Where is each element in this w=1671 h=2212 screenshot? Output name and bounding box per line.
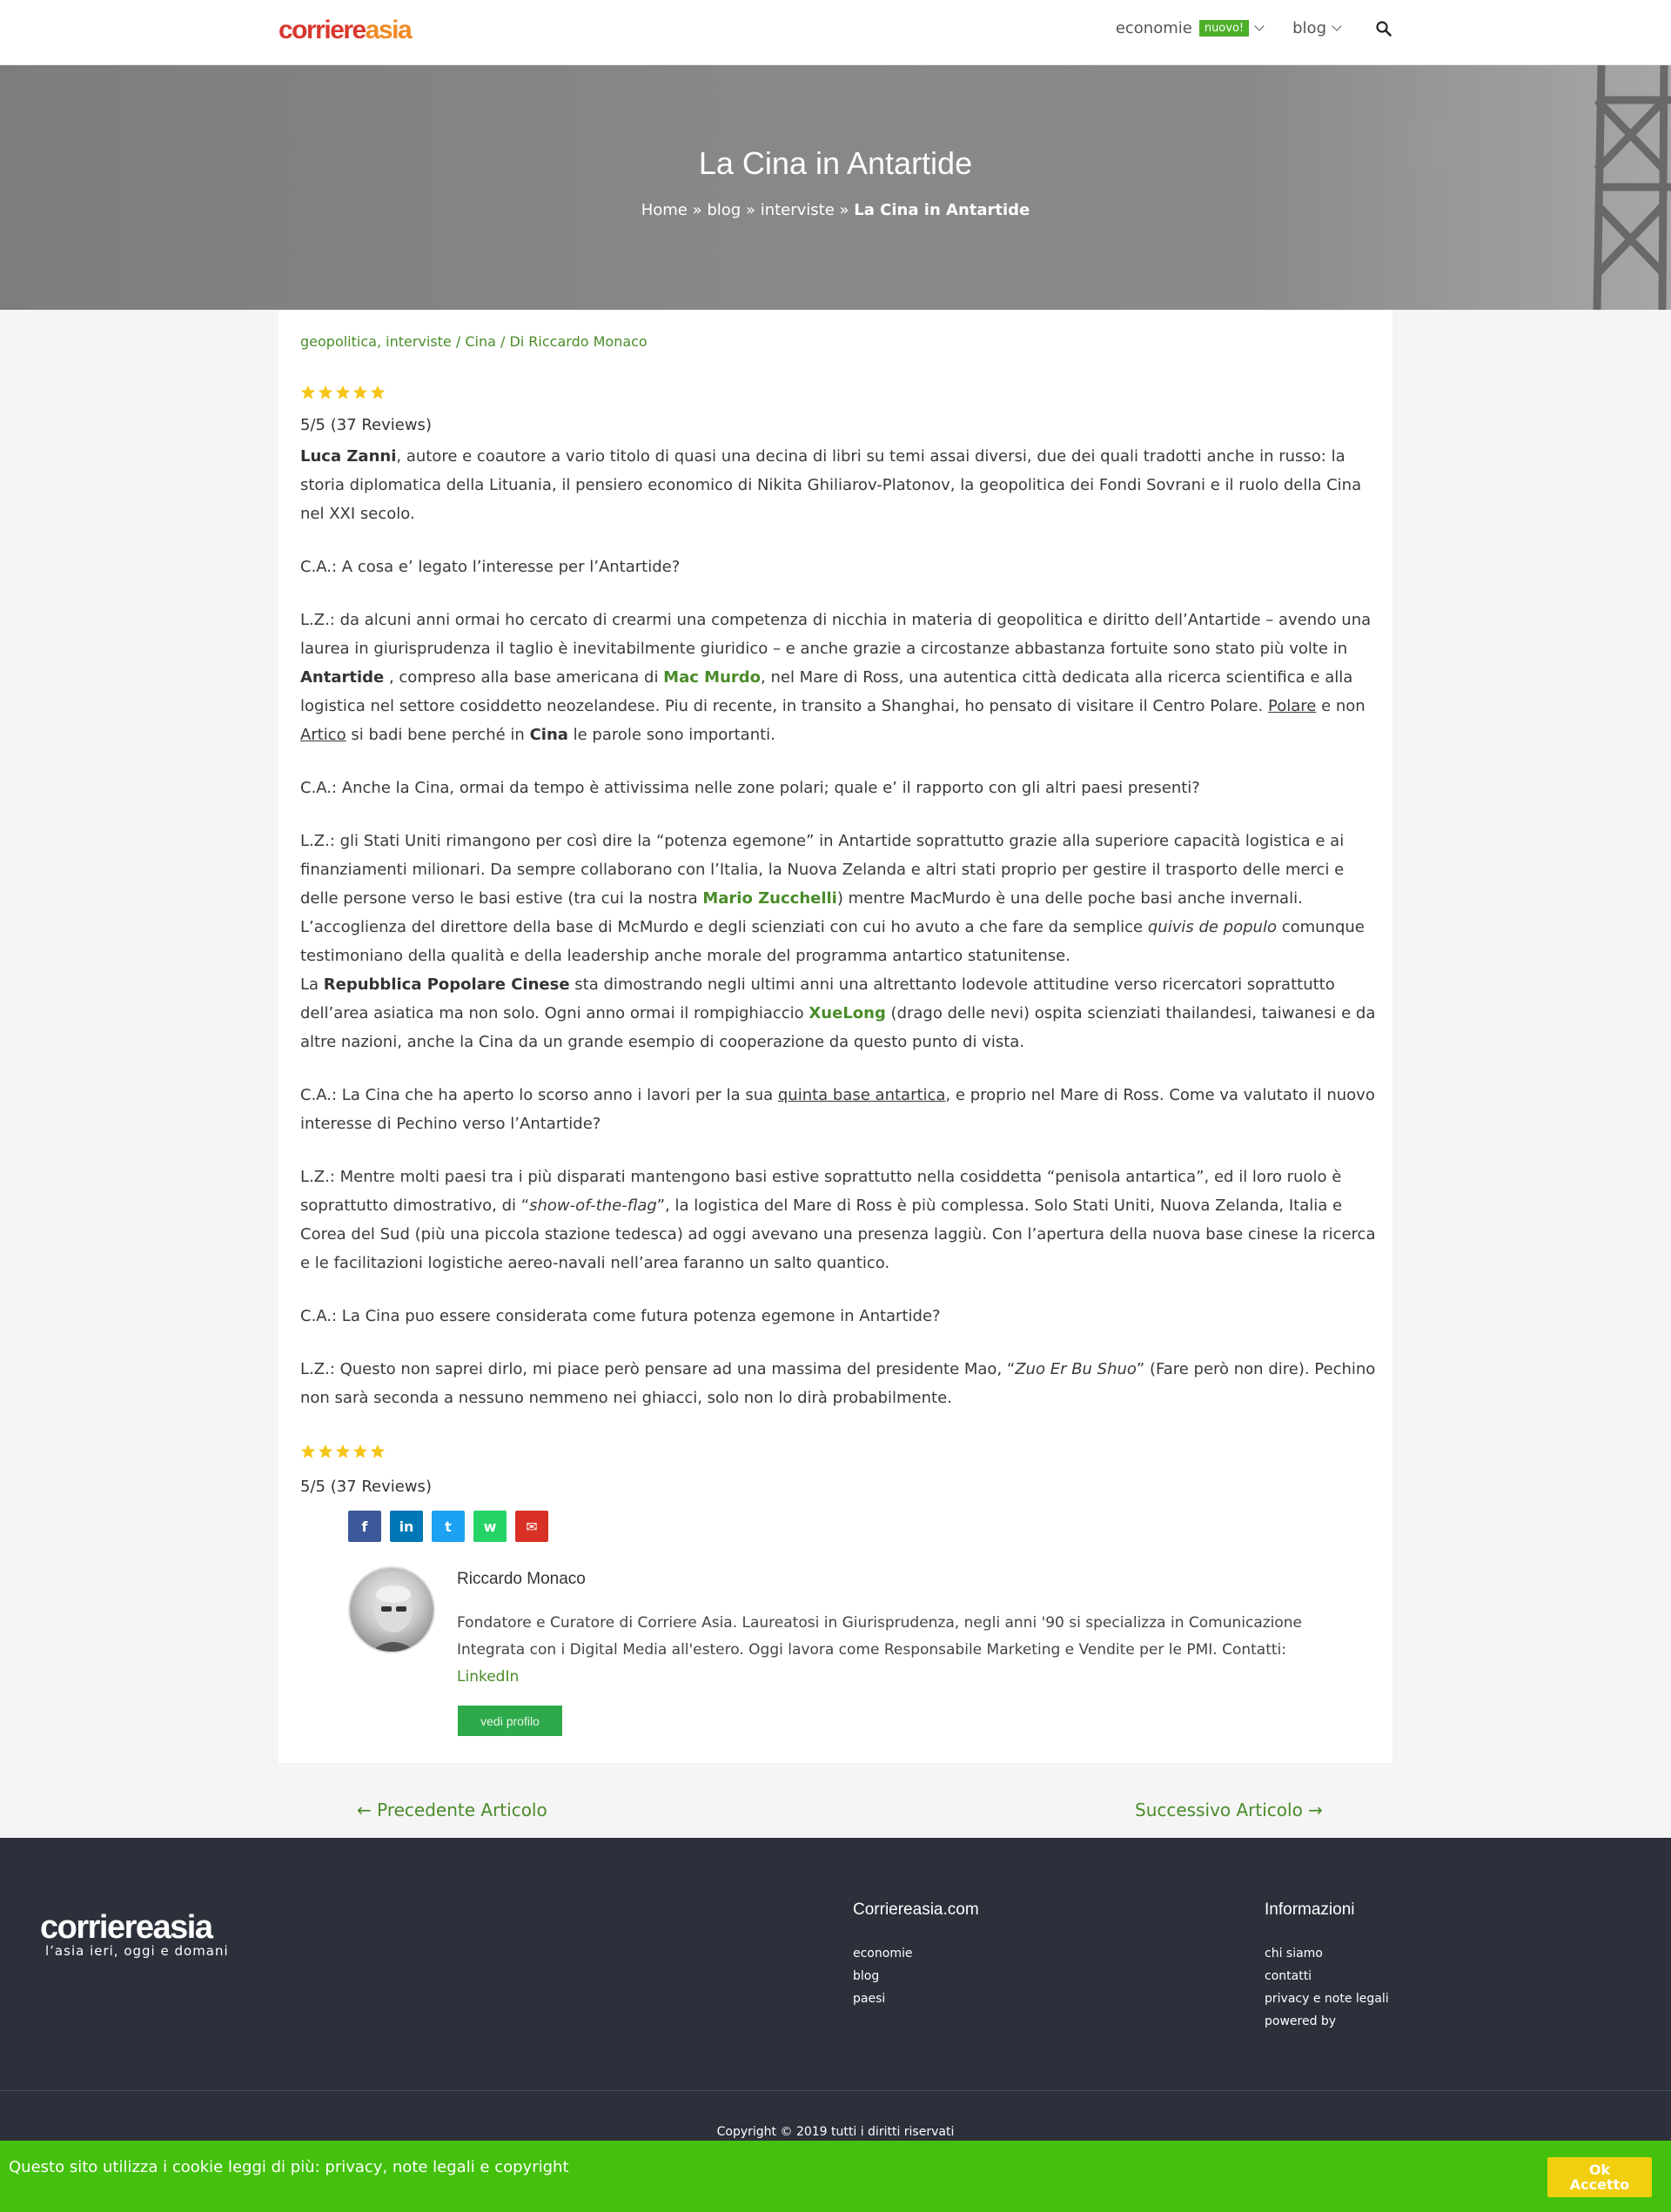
answer-text: sta dimostrando negli ultimi anni una altrettanto lodevole attitudine verso ricercatori soprattutto dell’area asiatica ma non solo. Ogni anno ormai il rompighiaccio <box>300 975 1335 1022</box>
site-header <box>0 0 1671 65</box>
breadcrumb-home[interactable]: Home <box>641 201 688 219</box>
cookie-accept-button[interactable] <box>1547 2157 1652 2197</box>
author-bio <box>457 1610 1336 1691</box>
author-name[interactable]: Riccardo Monaco <box>457 1570 586 1588</box>
link-mario-zucchelli[interactable]: Mario Zucchelli <box>702 889 837 908</box>
footer-link-contatti[interactable]: contatti <box>1265 1969 1312 1983</box>
breadcrumb-current: La Cina in Antartide <box>854 201 1030 219</box>
footer-link-economie[interactable]: economie <box>853 1947 913 1961</box>
chevron-down-icon <box>1332 21 1341 30</box>
nav-blog-label: blog <box>1292 19 1326 37</box>
star-icon <box>335 385 351 400</box>
linkedin-icon: in <box>399 1518 414 1535</box>
answer-3 <box>300 1163 1376 1277</box>
site-logo[interactable] <box>278 16 411 45</box>
chevron-down-icon <box>1254 21 1264 30</box>
next-article-link[interactable]: Successivo Articolo → <box>1135 1800 1323 1820</box>
twitter-icon: t <box>445 1518 452 1535</box>
whatsapp-icon: w <box>483 1518 497 1535</box>
answer-4 <box>300 1355 1376 1412</box>
answer-text: La <box>300 975 324 994</box>
logo-text-part1: corriere <box>278 16 366 44</box>
breadcrumb-separator: » <box>839 201 849 219</box>
answer-text: L.Z.: gli Stati Uniti rimangono per così dire la “potenza egemone” in Antartide soprattutto grazie alla superiore capacità logistica e ai finanziamenti milionari. Da sempre collaborano con l’Italia, la Nuova Zelanda e altri stati proprio per gestire il trasporto delle merci e delle persone verso le basi estive (tra cui la nostra <box>300 832 1345 908</box>
whatsapp-share-button[interactable] <box>473 1511 507 1542</box>
breadcrumb-blog[interactable]: blog <box>707 201 742 219</box>
link-mac-murdo[interactable]: Mac Murdo <box>663 668 762 687</box>
footer-logo-text: corriereasia <box>40 1909 212 1946</box>
nav-economie-label: economie <box>1115 19 1192 37</box>
bold-text: Antartide <box>300 668 385 687</box>
page-title: La Cina in Antartide <box>698 145 973 181</box>
answer-1 <box>300 606 1376 749</box>
star-icon <box>370 385 386 400</box>
twitter-share-button[interactable] <box>432 1511 465 1542</box>
question-text: , e proprio nel Mare di Ross. Come va valutato il nuovo interesse di Pechino verso l’Antartide? <box>300 1086 1375 1133</box>
copyright-text: Copyright © 2019 tutti i diritti riservati <box>716 2125 955 2139</box>
footer-logo[interactable] <box>40 1909 229 1959</box>
star-icon <box>352 1444 368 1459</box>
linkedin-share-button[interactable] <box>390 1511 423 1542</box>
author-bio-text: Fondatore e Curatore di Corriere Asia. Laureatosi in Giurisprudenza, negli anni '90 si specializza in Comunicazione Integrata con i Digital Media all'estero. Oggi lavora come Responsabile Marketing e Vendite per le PMI. Contatti: <box>457 1614 1303 1659</box>
crane-background-image <box>1410 65 1671 310</box>
footer-column-info <box>1265 1900 1389 2033</box>
footer-column-title: Informazioni <box>1265 1900 1355 1919</box>
star-rating-top[interactable] <box>300 385 387 400</box>
search-icon[interactable] <box>1375 20 1392 37</box>
question-4: C.A.: La Cina puo essere considerata come futura potenza egemone in Antartide? <box>300 1307 941 1325</box>
rating-text-top: 5/5 (37 Reviews) <box>300 416 432 434</box>
answer-text: le parole sono importanti. <box>567 726 775 744</box>
article-body <box>300 442 1376 1437</box>
rating-text-bottom: 5/5 (37 Reviews) <box>300 1478 432 1496</box>
nav-item-blog[interactable] <box>1292 19 1340 37</box>
breadcrumb-separator: » <box>745 201 755 219</box>
footer-tagline: l’asia ieri, oggi e domani <box>45 1943 229 1959</box>
interviewee-name: Luca Zanni <box>300 447 397 466</box>
footer-link-paesi[interactable]: paesi <box>853 1992 886 2006</box>
footer-link-chi-siamo[interactable]: chi siamo <box>1265 1947 1323 1961</box>
bold-text: Repubblica Popolare Cinese <box>323 975 570 994</box>
answer-text: comunque testimoniano della qualità e della leadership anche morale del programma antartico statunitense. <box>300 918 1365 965</box>
intro-text: , autore e coautore a vario titolo di quasi una decina di libri su temi assai diversi, due dei quali tradotti anche in russo: la storia diplomatica della Lituania, il pensiero economico di Nikita Ghiliarov-Platonov, la geopolitica dei Fondi Sovrani e il ruolo della Cina nel XXI secolo. <box>300 447 1362 523</box>
answer-text: si badi bene perché in <box>346 726 530 744</box>
breadcrumb-interviste[interactable]: interviste <box>760 201 835 219</box>
star-icon <box>318 385 333 400</box>
answer-text: , compreso alla base americana di <box>384 668 664 687</box>
question-2: C.A.: Anche la Cina, ormai da tempo è attivissima nelle zone polari; quale e’ il rapporto con gli altri paesi presenti? <box>300 779 1200 797</box>
link-polare[interactable]: Polare <box>1268 697 1317 715</box>
facebook-icon: f <box>361 1518 368 1535</box>
answer-text: (drago delle nevi) ospita scienziati thailandesi, taiwanesi e da altre nazioni, anche la Cina da un grande esempio di cooperazione da questo punto di vista. <box>300 1004 1376 1051</box>
star-icon <box>318 1444 333 1459</box>
star-icon <box>300 385 316 400</box>
previous-article-link[interactable]: ← Precedente Articolo <box>357 1800 547 1820</box>
star-icon <box>370 1444 386 1459</box>
answer-text: L.Z.: da alcuni anni ormai ho cercato di crearmi una competenza di nicchia in materia di geopolitica e diritto dell’Antartide – avendo una laurea in giurisprudenza il taglio è inevitabilmente giuridico – e anche grazie a circostanze abbastanza fortuite sono stato più volte in <box>300 611 1372 658</box>
nav-item-economie[interactable] <box>1116 19 1263 37</box>
facebook-share-button[interactable] <box>348 1511 381 1542</box>
main-nav <box>1086 19 1392 37</box>
answer-text: ”, la logistica del Mare di Ross è più complessa. Solo Stati Uniti, Nuova Zelanda, Italia e Corea del Sud (più una piccola stazione tedesca) ad oggi avevano una presenza laggiù. Con l’apertura della nuova base cinese la ricerca e le facilitazioni logistiche aereo-navali nell’area faranno un salto quantico. <box>300 1196 1376 1272</box>
view-profile-button[interactable]: vedi profilo <box>458 1706 562 1736</box>
cookie-banner <box>0 2141 1671 2212</box>
article-card <box>278 310 1392 1763</box>
link-quinta-base[interactable]: quinta base antartica <box>777 1086 946 1104</box>
email-share-button[interactable] <box>515 1511 548 1542</box>
footer-column-title: Corriereasia.com <box>853 1900 979 1919</box>
italic-text: show-of-the-flag <box>529 1196 657 1215</box>
hero-banner <box>0 65 1671 310</box>
answer-2 <box>300 827 1376 970</box>
author-linkedin-link[interactable]: LinkedIn <box>457 1668 520 1686</box>
footer-divider <box>0 2090 1671 2091</box>
footer-link-powered-by[interactable]: powered by <box>1265 2014 1337 2028</box>
cookie-button-label: Ok <box>1588 2162 1611 2178</box>
breadcrumb <box>0 201 1671 219</box>
star-rating-bottom[interactable] <box>300 1444 387 1459</box>
answer-text: e non <box>1316 697 1366 715</box>
answer-text: ” (Fare però non dire). Pechino non sarà seconda a nessuno nemmeno nei ghiacci, solo non lo dirà probabilmente. <box>300 1360 1376 1407</box>
footer-column-site <box>853 1900 979 2010</box>
star-icon <box>300 1444 316 1459</box>
logo-text-part2: asia <box>365 16 412 44</box>
new-badge: nuovo! <box>1199 20 1249 37</box>
footer-link-privacy[interactable]: privacy e note legali <box>1265 1992 1389 2006</box>
answer-text: L.Z.: Mentre molti paesi tra i più disparati mantengono basi estive soprattutto nella cosiddetta “penisola antartica”, ed il loro ruolo è soprattutto dimostrativo, di “ <box>300 1168 1342 1215</box>
answer-2b <box>300 970 1376 1056</box>
bold-text: Cina <box>529 726 568 744</box>
breadcrumb-separator: » <box>692 201 702 219</box>
intro-paragraph <box>300 442 1376 528</box>
star-icon <box>352 385 368 400</box>
italic-text: Zuo Er Bu Shuo <box>1015 1360 1137 1378</box>
question-3 <box>300 1081 1376 1138</box>
email-icon: ✉ <box>526 1518 538 1535</box>
italic-text: quivis de populo <box>1147 918 1277 936</box>
link-xuelong[interactable]: XueLong <box>809 1004 886 1022</box>
share-buttons <box>348 1511 557 1542</box>
question-text: C.A.: La Cina che ha aperto lo scorso anno i lavori per la sua <box>300 1086 778 1104</box>
link-artico[interactable]: Artico <box>300 726 346 744</box>
cookie-text[interactable]: Questo sito utilizza i cookie leggi di più: privacy, note legali e copyright <box>9 2158 569 2176</box>
author-avatar[interactable] <box>348 1566 435 1653</box>
footer-link-blog[interactable]: blog <box>853 1969 880 1983</box>
answer-text: ) mentre MacMurdo è una delle poche basi anche invernali. L’accoglienza del direttore della base di McMurdo e degli scienziati con cui ho avuto a che fare da semplice <box>300 889 1303 936</box>
answer-text: , nel Mare di Ross, una autentica città dedicata alla ricerca scientifica e alla logistica nel settore cosiddetto neozelandese. Piu di recente, in transito a Shanghai, ho pensato di visitare il Centro Polare. <box>300 668 1353 715</box>
question-1: C.A.: A cosa e’ legato l’interesse per l’Antartide? <box>300 558 681 576</box>
star-icon <box>335 1444 351 1459</box>
answer-text: L.Z.: Questo non saprei dirlo, mi piace però pensare ad una massima del presidente Mao, “ <box>300 1360 1016 1378</box>
article-meta[interactable]: geopolitica, interviste / Cina / Di Riccardo Monaco <box>300 333 648 350</box>
cookie-button-label: Accetto <box>1569 2176 1630 2193</box>
